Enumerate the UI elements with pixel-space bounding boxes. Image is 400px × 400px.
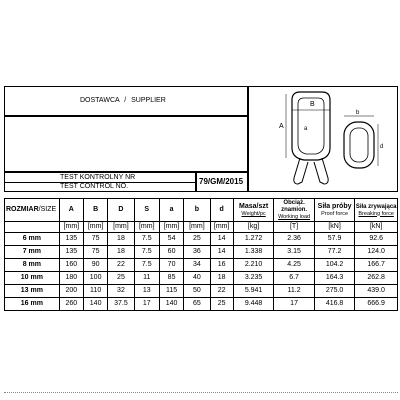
drawing-label-b-lower: b (356, 110, 360, 116)
row-size-cell: 8 mm (5, 259, 60, 272)
table-row (5, 233, 398, 246)
table-row (5, 272, 398, 285)
table-row (5, 285, 398, 298)
row-value-cell: 110 (83, 285, 107, 298)
row-value-cell: 164.3 (314, 272, 355, 285)
row-value-cell: 2.36 (274, 233, 315, 246)
row-value-cell: 3.235 (233, 272, 274, 285)
row-value-cell: 92.6 (355, 233, 398, 246)
table-units-row (5, 222, 398, 233)
row-value-cell: 2.210 (233, 259, 274, 272)
col-header-d-upper: D (108, 199, 134, 222)
row-value-cell: 7.5 (134, 233, 159, 246)
row-value-cell: 275.0 (314, 285, 355, 298)
master-link-front-view (286, 92, 330, 184)
row-value-cell: 140 (83, 298, 107, 311)
row-value-cell: 416.8 (314, 298, 355, 311)
drawing-label-d: d (380, 144, 384, 150)
wll-label-en: Working load (278, 214, 311, 220)
row-value-cell: 100 (83, 272, 107, 285)
row-value-cell: 439.0 (355, 285, 398, 298)
col-header-wll (274, 199, 315, 222)
row-value-cell: 50 (184, 285, 210, 298)
row-value-cell: 135 (59, 246, 83, 259)
row-value-cell: 166.7 (355, 259, 398, 272)
supplier-value-box (4, 116, 248, 172)
row-value-cell: 36 (184, 246, 210, 259)
proof-label-en: Proof force (321, 211, 349, 217)
col-header-s: S (134, 199, 159, 222)
row-size-cell: 16 mm (5, 298, 60, 311)
col-header-a-upper: A (59, 199, 83, 222)
row-value-cell: 75 (83, 233, 107, 246)
break-label-en: Breaking force (358, 210, 394, 217)
drawing-label-a-upper: A (279, 123, 284, 130)
row-value-cell: 14 (210, 233, 233, 246)
row-value-cell: 200 (59, 285, 83, 298)
row-value-cell: 17 (274, 298, 315, 311)
row-value-cell: 5.941 (233, 285, 274, 298)
row-value-cell: 160 (59, 259, 83, 272)
row-value-cell: 25 (108, 272, 134, 285)
units-size-cell (5, 222, 60, 233)
row-value-cell: 7.5 (134, 259, 159, 272)
row-value-cell: 18 (108, 246, 134, 259)
row-value-cell: 85 (159, 272, 183, 285)
row-value-cell: 140 (159, 298, 183, 311)
row-value-cell: 115 (159, 285, 183, 298)
size-label-pl: ROZMIAR (6, 206, 39, 213)
row-value-cell: 34 (184, 259, 210, 272)
row-value-cell: 6.7 (274, 272, 315, 285)
unit-cell: [mm] (159, 222, 183, 233)
col-header-proof (314, 199, 355, 222)
row-value-cell: 25 (184, 233, 210, 246)
row-value-cell: 135 (59, 233, 83, 246)
table-header-row (5, 199, 398, 222)
row-value-cell: 260 (59, 298, 83, 311)
row-value-cell: 11.2 (274, 285, 315, 298)
col-header-b-lower: b (184, 199, 210, 222)
table-row (5, 246, 398, 259)
row-value-cell: 124.0 (355, 246, 398, 259)
supplier-label-pl: DOSTAWCA (80, 97, 120, 104)
unit-cell: [mm] (210, 222, 233, 233)
unit-cell: [mm] (134, 222, 159, 233)
row-value-cell: 13 (134, 285, 159, 298)
drawing-label-a-lower: a (304, 126, 308, 132)
table-body (5, 233, 398, 311)
proof-label-pl: Siła próby (317, 203, 352, 210)
row-value-cell: 17 (134, 298, 159, 311)
col-header-break (355, 199, 398, 222)
unit-cell: [mm] (108, 222, 134, 233)
row-value-cell: 7.5 (134, 246, 159, 259)
row-value-cell: 90 (83, 259, 107, 272)
row-value-cell: 18 (210, 272, 233, 285)
table-row (5, 298, 398, 311)
row-value-cell: 32 (108, 285, 134, 298)
row-value-cell: 3.15 (274, 246, 315, 259)
col-header-a-lower: a (159, 199, 183, 222)
supplier-label-en: SUPPLIER (131, 97, 166, 104)
unit-cell: [kN] (314, 222, 355, 233)
row-value-cell: 75 (83, 246, 107, 259)
test-number: 79/GM/2015 (199, 177, 244, 186)
row-value-cell: 16 (210, 259, 233, 272)
size-label-en: /SIZE (38, 206, 57, 213)
row-value-cell: 11 (134, 272, 159, 285)
unit-cell: [kN] (355, 222, 398, 233)
row-value-cell: 70 (159, 259, 183, 272)
bottom-rule (4, 392, 398, 393)
row-size-cell: 7 mm (5, 246, 60, 259)
supplier-heading (80, 97, 166, 105)
wll-label-pl: Obciąż. znamion. (281, 200, 308, 213)
row-value-cell: 25 (210, 298, 233, 311)
test-control-label-en: TEST CONTROL NO. (60, 183, 129, 190)
table-row (5, 259, 398, 272)
row-value-cell: 77.2 (314, 246, 355, 259)
row-value-cell: 18 (108, 233, 134, 246)
row-size-cell: 13 mm (5, 285, 60, 298)
unit-cell: [T] (274, 222, 315, 233)
unit-cell: [mm] (59, 222, 83, 233)
row-value-cell: 60 (159, 246, 183, 259)
row-value-cell: 40 (184, 272, 210, 285)
row-value-cell: 57.9 (314, 233, 355, 246)
col-header-d-lower: d (210, 199, 233, 222)
row-value-cell: 14 (210, 246, 233, 259)
master-link-side-view (344, 116, 378, 168)
test-control-label-pl: TEST KONTROLNY NR (60, 174, 136, 181)
size-header (5, 199, 60, 222)
row-value-cell: 180 (59, 272, 83, 285)
row-value-cell: 666.9 (355, 298, 398, 311)
row-value-cell: 104.2 (314, 259, 355, 272)
row-size-cell: 6 mm (5, 233, 60, 246)
row-value-cell: 4.25 (274, 259, 315, 272)
row-value-cell: 1.338 (233, 246, 274, 259)
drawing-label-b: B (310, 101, 315, 108)
specification-table (4, 198, 398, 311)
unit-cell: [kg] (233, 222, 274, 233)
row-size-cell: 10 mm (5, 272, 60, 285)
row-value-cell: 9.448 (233, 298, 274, 311)
row-value-cell: 1.272 (233, 233, 274, 246)
row-value-cell: 22 (210, 285, 233, 298)
unit-cell: [mm] (83, 222, 107, 233)
row-value-cell: 54 (159, 233, 183, 246)
unit-cell: [mm] (184, 222, 210, 233)
row-value-cell: 262.8 (355, 272, 398, 285)
row-value-cell: 37.5 (108, 298, 134, 311)
mass-label-pl: Masa/szt (238, 203, 269, 210)
row-value-cell: 65 (184, 298, 210, 311)
col-header-mass (233, 199, 274, 222)
break-label-pl: Siła zrywająca (355, 203, 397, 210)
row-value-cell: 22 (108, 259, 134, 272)
col-header-b-upper: B (83, 199, 107, 222)
mass-label-en: Weight/pc (241, 211, 266, 217)
master-link-drawing (248, 86, 398, 192)
supplier-separator: / (124, 97, 127, 104)
